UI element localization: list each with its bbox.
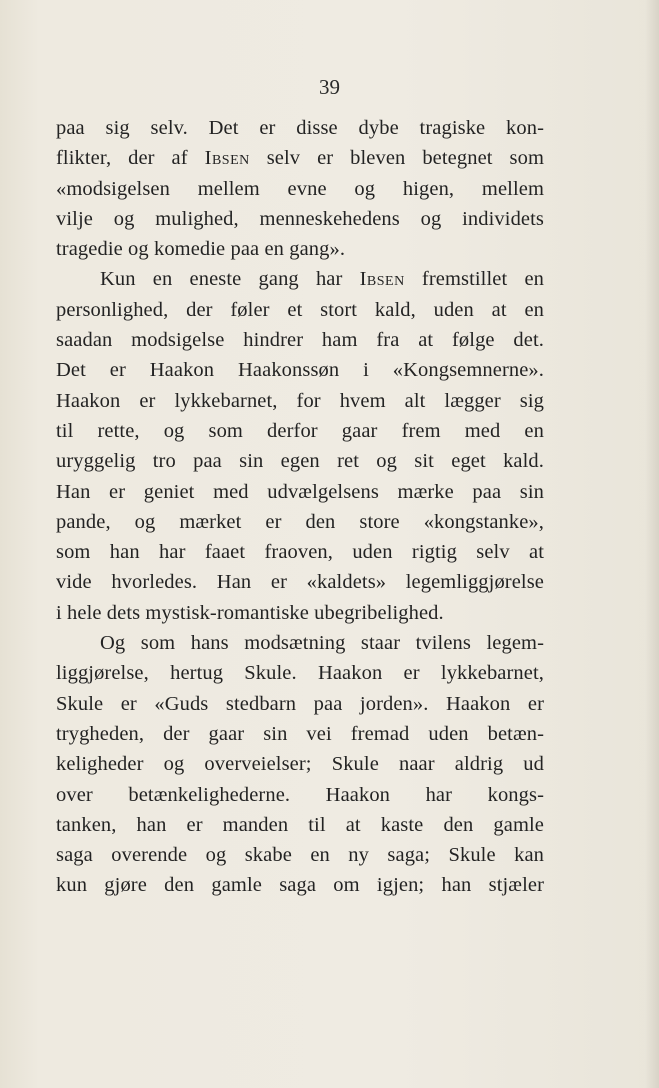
text-line xyxy=(56,143,544,173)
text-line: «modsigelsen mellem evne og higen, mellem xyxy=(56,177,544,200)
text-line: Og som hans modsætning staar tvilens legem- xyxy=(100,632,544,655)
text-line: uryggelig tro paa sin egen ret og sit eget kald. xyxy=(56,450,544,473)
author-name-small-caps: Ibsen xyxy=(359,268,405,291)
text-line: i hele dets mystisk-romantiske ubegribelighed. xyxy=(56,601,444,624)
text-line: saga overende og skabe en ny saga; Skule kan xyxy=(56,844,544,867)
text-line: liggjørelse, hertug Skule. Haakon er lykkebarnet, xyxy=(56,662,544,685)
text-line: pande, og mærket er den store «kongstanke», xyxy=(56,510,544,533)
text-line: tanken, han er manden til at kaste den gamle xyxy=(56,813,544,836)
text-fragment: flikter, der af xyxy=(56,147,205,170)
text-line: Skule er «Guds stedbarn paa jorden». Haakon er xyxy=(56,692,544,715)
text-line: keligheder og overveielser; Skule naar aldrig ud xyxy=(56,753,544,776)
text-fragment: selv er bleven betegnet som xyxy=(249,147,544,170)
author-name-small-caps: Ibsen xyxy=(204,147,250,170)
text-line: paa sig selv. Det er disse dybe tragiske kon- xyxy=(56,117,544,139)
text-line: personlighed, der føler et stort kald, uden at en xyxy=(56,298,544,321)
text-line: over betænkelighederne. Haakon har kongs- xyxy=(56,783,544,806)
text-line: vide hvorledes. Han er «kaldets» legemliggjørelse xyxy=(56,571,544,594)
text-line: vilje og mulighed, menneskehedens og individets xyxy=(56,207,544,230)
text-line: til rette, og som derfor gaar frem med en xyxy=(56,419,544,442)
text-line: som han har faaet fraoven, uden rigtig selv at xyxy=(56,541,544,564)
text-fragment: Kun en eneste gang har xyxy=(100,268,360,291)
text-fragment: fremstillet en xyxy=(404,268,544,291)
text-line: Det er Haakon Haakonssøn i «Kongsemnerne». xyxy=(56,359,544,382)
text-line: kun gjøre den gamle saga om igjen; han stjæler xyxy=(56,874,544,897)
text-line: trygheden, der gaar sin vei fremad uden betæn- xyxy=(56,722,544,745)
body-text xyxy=(56,113,544,901)
page-edge-shadow xyxy=(645,0,659,1088)
text-line: Haakon er lykkebarnet, for hvem alt lægger sig xyxy=(56,389,544,412)
page-number: 39 xyxy=(319,75,340,99)
text-line: Han er geniet med udvælgelsens mærke paa sin xyxy=(56,480,544,503)
text-line: tragedie og komedie paa en gang». xyxy=(56,238,346,261)
text-line xyxy=(56,264,544,294)
text-line: saadan modsigelse hindrer ham fra at følge det. xyxy=(56,329,544,352)
